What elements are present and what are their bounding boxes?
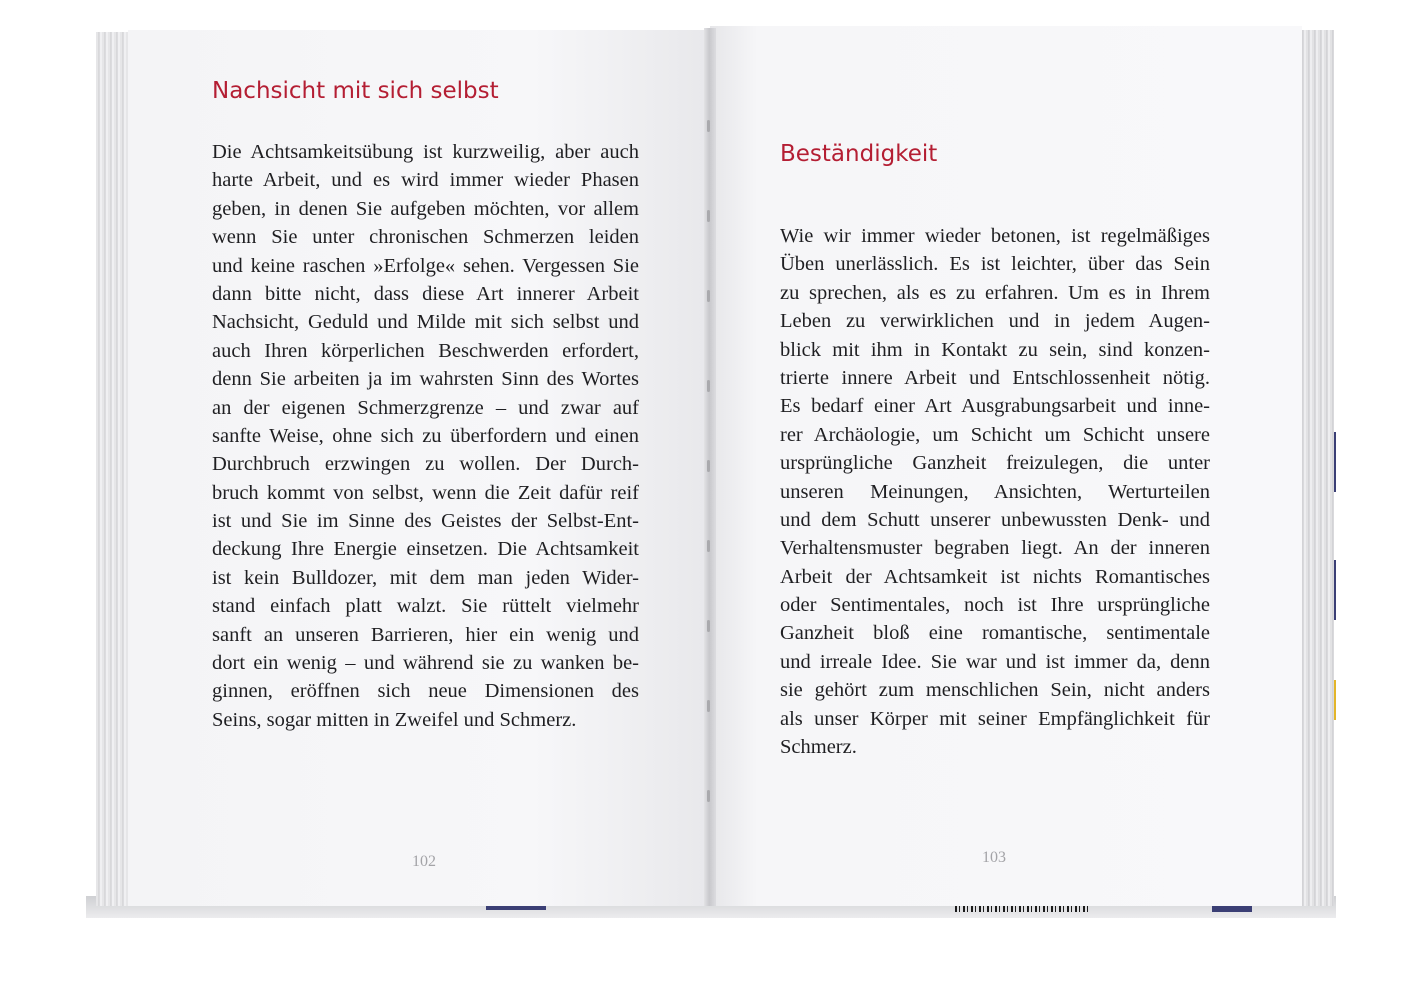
barcode-strip	[955, 906, 1089, 912]
text-line: Arbeit der Achtsamkeit ist nichts Romantisches	[780, 565, 1210, 588]
text-line: Seins, sogar mitten in Zweifel und Schmerz.	[212, 708, 577, 731]
text-line: Üben unerlässlich. Es ist leichter, über das Sein	[780, 253, 1210, 276]
page-block-right	[1300, 30, 1334, 906]
text-line: ist kein Bulldozer, mit dem man jeden Wider-	[212, 566, 639, 589]
spine-stitch	[707, 380, 710, 392]
left-page-heading: Nachsicht mit sich selbst	[212, 78, 499, 104]
text-line: an der eigenen Schmerzgrenze – und zwar auf	[212, 396, 639, 419]
right-page-number: 103	[982, 849, 1006, 866]
text-line: ursprüngliche Ganzheit freizulegen, die unter	[780, 452, 1210, 475]
text-line: ginnen, eröffnen sich neue Dimensionen des	[212, 680, 639, 703]
text-line: Durchbruch erzwingen zu wollen. Der Durch-	[212, 453, 639, 476]
spine-stitch	[707, 700, 710, 712]
spine-stitch	[707, 290, 710, 302]
book-spine	[704, 28, 716, 906]
text-line: denn Sie arbeiten ja im wahrsten Sinn des Wortes	[212, 368, 639, 391]
spine-stitch	[707, 210, 710, 222]
text-line: sie gehört zum menschlichen Sein, nicht anders	[780, 679, 1210, 702]
text-line: dort ein wenig – und während sie zu wanken be-	[212, 652, 639, 675]
spine-stitch	[707, 790, 710, 802]
text-line: sanfte Weise, ohne sich zu überfordern und einen	[212, 424, 639, 447]
text-line: Es bedarf einer Art Ausgrabungsarbeit und inne-	[780, 395, 1210, 418]
text-line: sanft an unseren Barrieren, hier ein wenig und	[212, 623, 639, 646]
text-line: rer Archäologie, um Schicht um Schicht unsere	[780, 423, 1210, 446]
spine-stitch	[707, 540, 710, 552]
text-line: und keine raschen »Erfolge« sehen. Vergessen Sie	[212, 254, 639, 277]
text-line: unseren Meinungen, Ansichten, Werturteilen	[780, 480, 1210, 503]
text-line: zu sprechen, als es zu erfahren. Um es in Ihrem	[780, 281, 1210, 304]
page-block-left	[96, 32, 130, 906]
spine-stitch	[707, 120, 710, 132]
text-line: Ganzheit bloß eine romantische, sentimentale	[780, 622, 1210, 645]
text-line: auch Ihren körperlichen Beschwerden erfordert,	[212, 339, 639, 362]
text-line: Schmerz.	[780, 736, 857, 759]
text-line: Die Achtsamkeitsübung ist kurzweilig, aber auch	[212, 141, 639, 163]
text-line: harte Arbeit, und es wird immer wieder Phasen	[212, 169, 639, 192]
text-line: und irreale Idee. Sie war und ist immer da, denn	[780, 650, 1210, 673]
text-line: trierte innere Arbeit und Entschlossenheit nötig.	[780, 366, 1210, 389]
text-line: blick mit ihm in Kontakt zu sein, sind konzen-	[780, 338, 1210, 361]
text-line: deckung Ihre Energie einsetzen. Die Achtsamkeit	[212, 538, 639, 561]
text-line: oder Sentimentales, noch ist Ihre ursprüngliche	[780, 594, 1210, 617]
text-line: und dem Schutt unserer unbewussten Denk- und	[780, 508, 1210, 531]
text-line: Verhaltensmuster begraben liegt. An der inneren	[780, 537, 1210, 560]
spine-stitch	[707, 620, 710, 632]
left-page-number: 102	[412, 853, 436, 870]
text-line: Nachsicht, Geduld und Milde mit sich selbst und	[212, 311, 639, 334]
text-line: wenn Sie unter chronischen Schmerzen leiden	[212, 226, 639, 249]
text-line: geben, in denen Sie aufgeben möchten, vor allem	[212, 197, 639, 220]
text-line: Leben zu verwirklichen und in jedem Augen-	[780, 310, 1210, 333]
right-page-body	[780, 222, 1210, 761]
text-line: bruch kommt von selbst, wenn die Zeit dafür reif	[212, 481, 639, 504]
spine-stitch	[707, 460, 710, 472]
text-line: stand einfach platt walzt. Sie rüttelt vielmehr	[212, 595, 639, 618]
text-line: Wie wir immer wieder betonen, ist regelmäßiges	[780, 225, 1210, 247]
text-line: ist und Sie im Sinne des Geistes der Selbst-Ent-	[212, 510, 639, 533]
text-line: als unser Körper mit seiner Empfänglichkeit für	[780, 707, 1210, 730]
text-line: dann bitte nicht, dass diese Art innerer Arbeit	[212, 282, 639, 305]
right-page-heading: Beständigkeit	[780, 141, 938, 167]
left-page-body	[212, 138, 639, 734]
